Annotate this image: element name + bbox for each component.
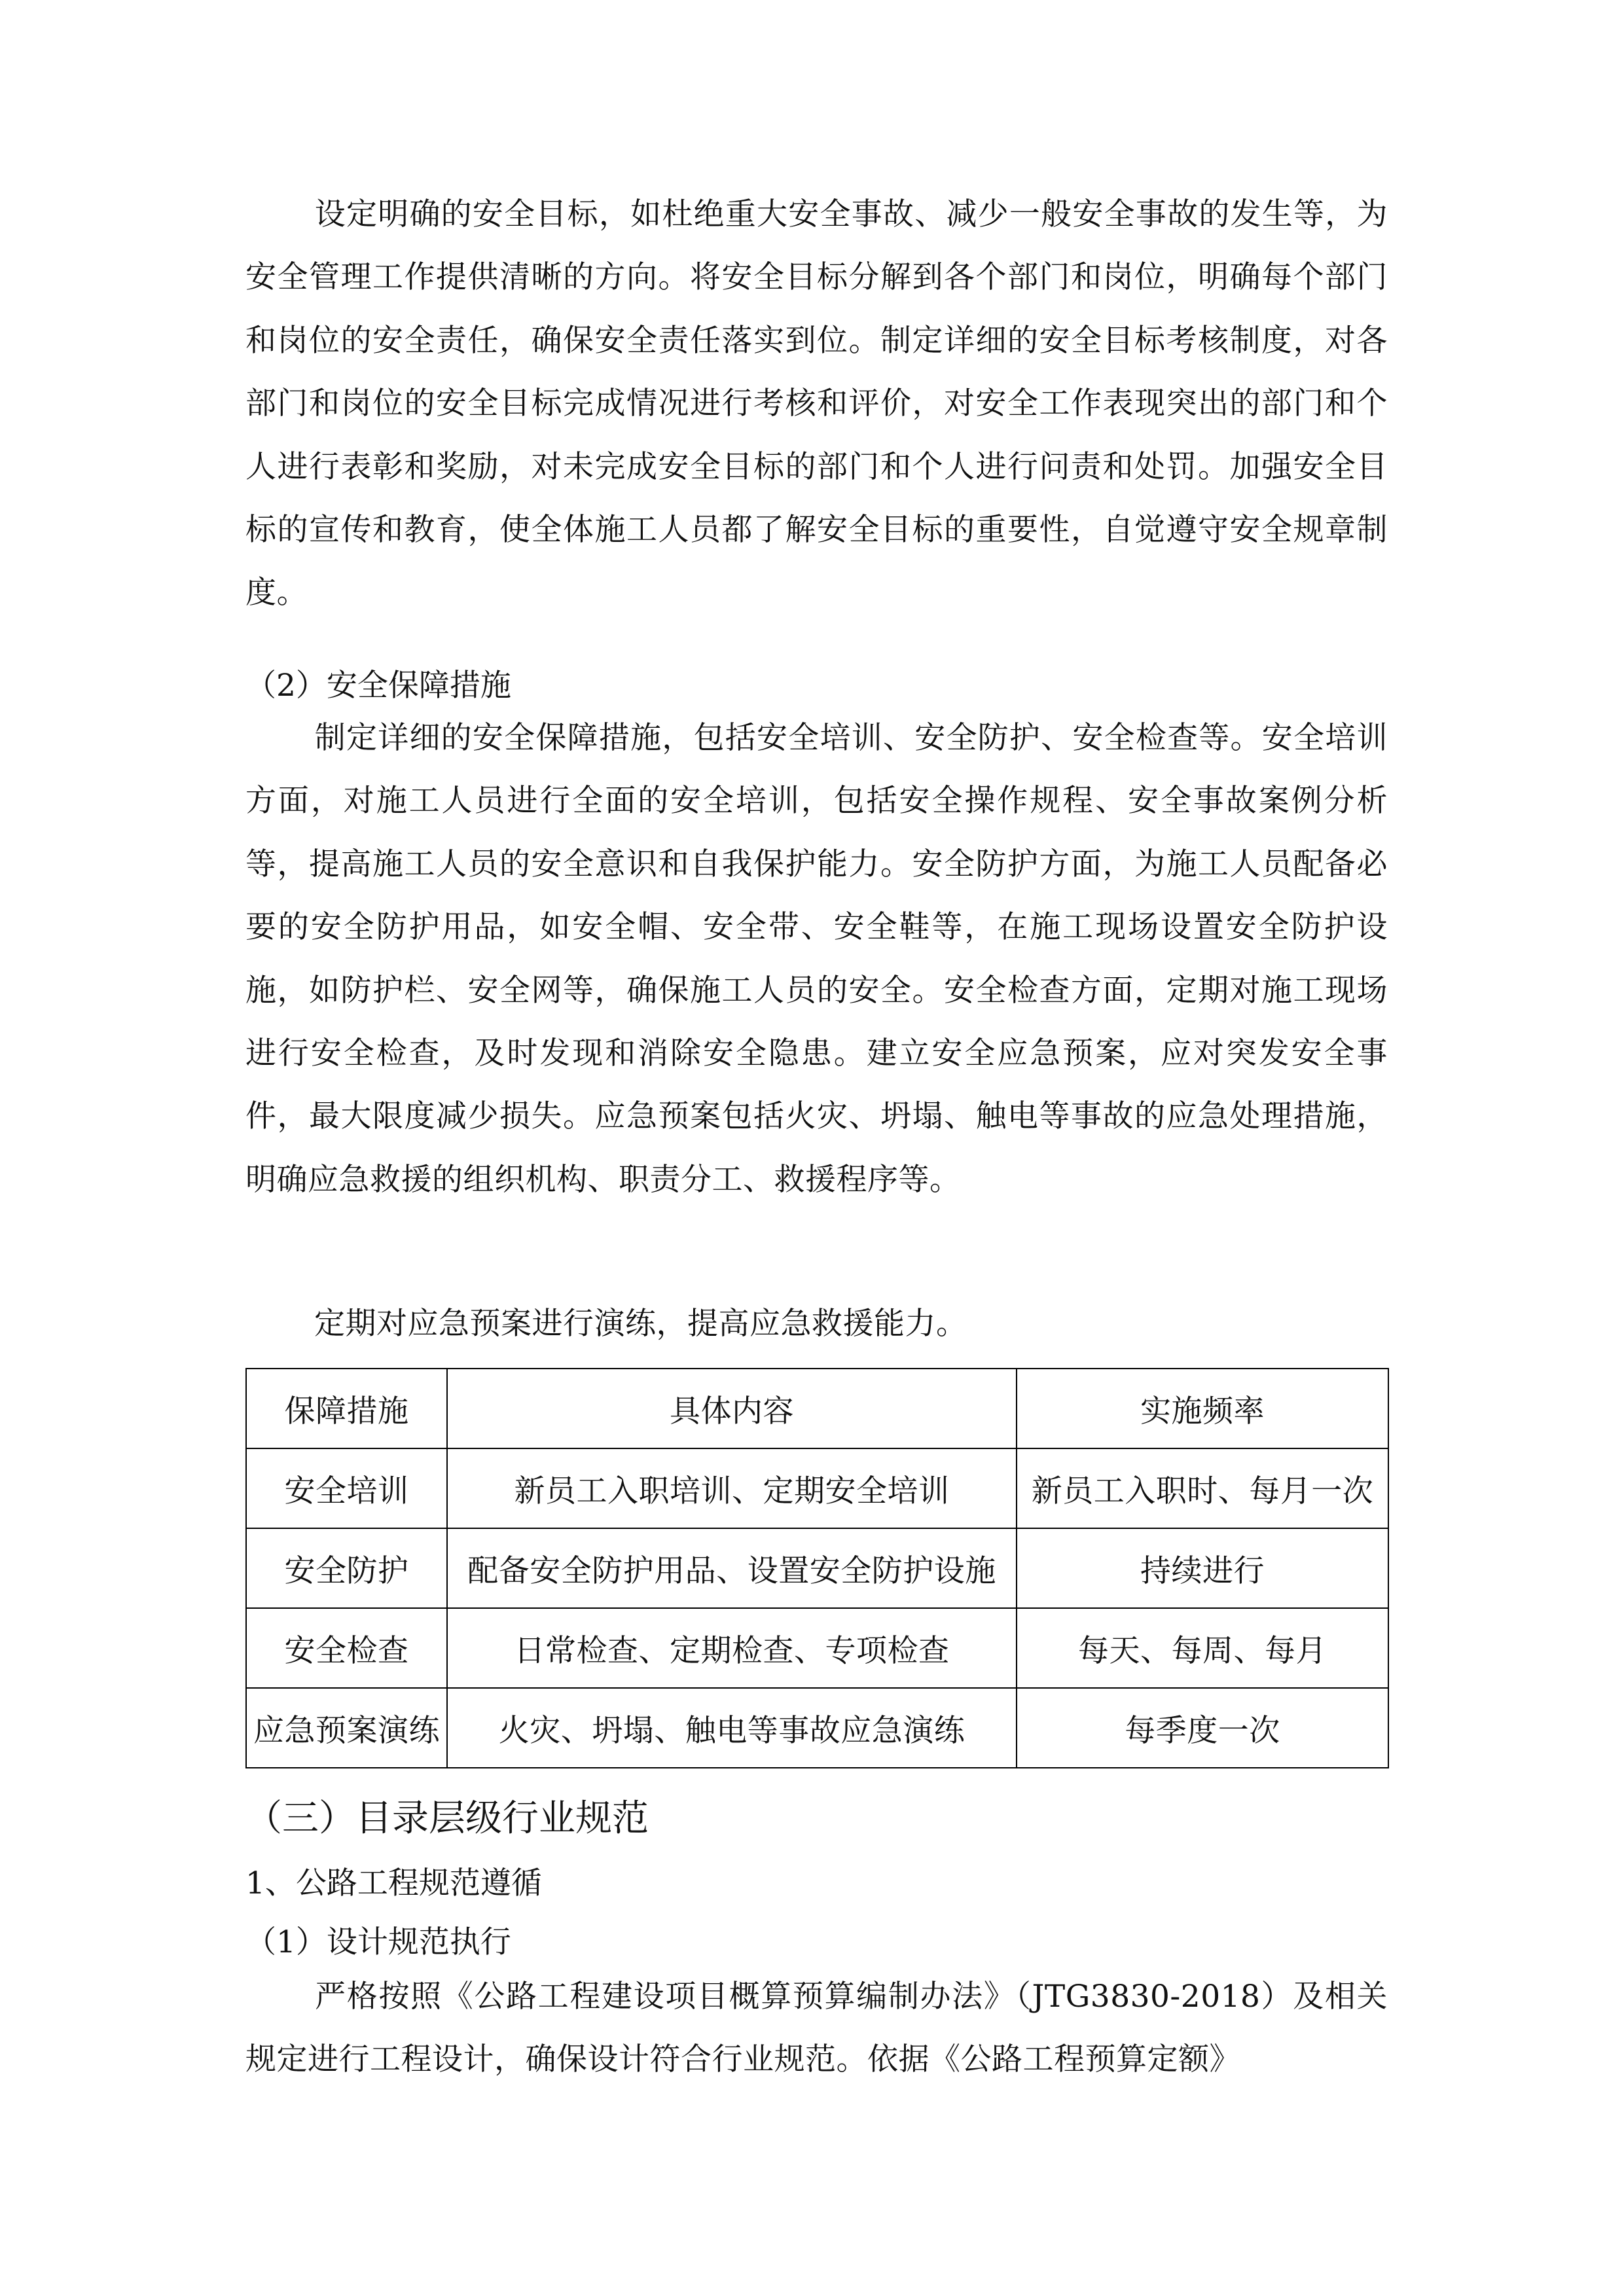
design-norms-paragraph <box>245 1965 1388 2092</box>
emergency-drill-paragraph <box>245 1293 1388 1355</box>
table-cell-frequency: 新员工入职时、每月一次 <box>1017 1448 1388 1528</box>
safety-measures-paragraph <box>245 707 1388 1211</box>
table-cell-frequency: 每季度一次 <box>1017 1688 1388 1768</box>
header-frequency: 实施频率 <box>1017 1369 1388 1448</box>
subsection-heading-highway-norms: 1、公路工程规范遵循 <box>245 1865 542 1901</box>
safety-measures-heading: （2）安全保障措施 <box>245 668 511 704</box>
table-row <box>246 1448 1388 1528</box>
safety-measures-text: 制定详细的安全保障措施，包括安全培训、安全防护、安全检查等。安全培训方面，对施工人员进行全面的安全培训，包括安全操作规程、安全事故案例分析等，提高施工人员的安全意识和自我保护能力。安全防护方面，为施工人员配备必要的安全防护用品，如安全帽、安全带、安全鞋等，在施工现场设置安全防护设施，如防护栏、安全网等，确保施工人员的安全。安全检查方面，定期对施工现场进行安全检查，及时发现和消除安全隐患。建立安全应急预案，应对突发安全事件，最大限度减少损失。应急预案包括火灾、坍塌、触电等事故的应急处理措施，明确应急救援的组织机构、职责分工、救援程序等。 <box>245 720 1388 1198</box>
table-header-row <box>246 1369 1388 1448</box>
section-heading-industry-norms: （三）目录层级行业规范 <box>245 1797 649 1840</box>
table-cell-frequency: 持续进行 <box>1017 1528 1388 1608</box>
table-row <box>246 1608 1388 1688</box>
header-content: 具体内容 <box>447 1369 1017 1448</box>
table-cell-frequency: 每天、每周、每月 <box>1017 1608 1388 1688</box>
table-cell-content: 日常检查、定期检查、专项检查 <box>447 1608 1017 1688</box>
safety-goal-paragraph <box>245 183 1388 625</box>
table-cell-content: 配备安全防护用品、设置安全防护设施 <box>447 1528 1017 1608</box>
design-norms-heading: （1）设计规范执行 <box>245 1924 511 1960</box>
safety-goal-text: 设定明确的安全目标，如杜绝重大安全事故、减少一般安全事故的发生等，为安全管理工作提供清晰的方向。将安全目标分解到各个部门和岗位，明确每个部门和岗位的安全责任，确保安全责任落实到位。制定详细的安全目标考核制度，对各部门和岗位的安全目标完成情况进行考核和评价，对安全工作表现突出的部门和个人进行表彰和奖励，对未完成安全目标的部门和个人进行问责和处罚。加强安全目标的宣传和教育，使全体施工人员都了解安全目标的重要性，自觉遵守安全规章制度。 <box>245 196 1388 611</box>
safety-measures-table <box>245 1368 1389 1768</box>
table-row <box>246 1688 1388 1768</box>
table-cell-measure: 安全检查 <box>246 1608 447 1688</box>
safety-measures-table-wrapper <box>245 1368 1388 1768</box>
table-cell-measure: 安全防护 <box>246 1528 447 1608</box>
header-measure: 保障措施 <box>246 1369 447 1448</box>
table-cell-content: 新员工入职培训、定期安全培训 <box>447 1448 1017 1528</box>
table-cell-measure: 应急预案演练 <box>246 1688 447 1768</box>
design-norms-text: 严格按照《公路工程建设项目概算预算编制办法》（JTG3830-2018）及相关规定进行工程设计，确保设计符合行业规范。依据《公路工程预算定额》 <box>245 1979 1388 2078</box>
table-cell-measure: 安全培训 <box>246 1448 447 1528</box>
table-row <box>246 1528 1388 1608</box>
table-cell-content: 火灾、坍塌、触电等事故应急演练 <box>447 1688 1017 1768</box>
emergency-drill-text: 定期对应急预案进行演练，提高应急救援能力。 <box>314 1306 967 1342</box>
